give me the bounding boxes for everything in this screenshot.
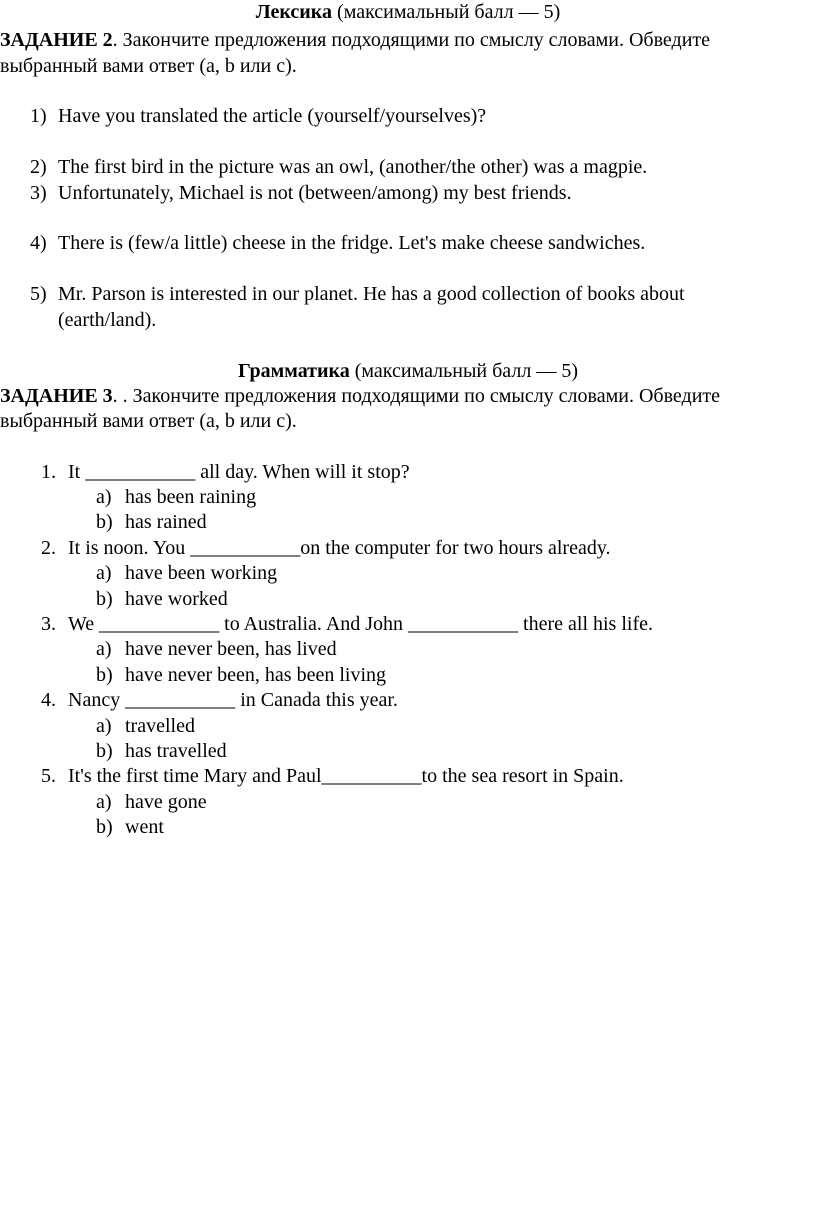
question-text: We ____________ to Australia. And John ___________ there all his life. (68, 613, 653, 635)
section-title-lexis (0, 0, 816, 24)
section-title-grammar (0, 359, 816, 383)
option-letter: a) (96, 562, 112, 584)
lexis-item: Unfortunately, Michael is not (between/among) my best friends. (58, 182, 572, 204)
lexis-item: Mr. Parson is interested in our planet. He has a good collection of books about (58, 283, 685, 305)
task-2-instruction-line-2: выбранный вами ответ (a, b или c). (0, 55, 297, 77)
section-title-rest: (максимальный балл — 5) (332, 1, 561, 23)
section-title-bold: Лексика (255, 1, 333, 23)
task-2-instruction (0, 28, 710, 52)
option-letter: a) (96, 638, 112, 660)
lexis-item: The first bird in the picture was an owl, (another/the other) was a magpie. (58, 156, 648, 178)
option-text: have been working (125, 562, 278, 584)
task-label: ЗАДАНИЕ 3 (0, 385, 113, 407)
lexis-item-continuation: (earth/land). (58, 309, 157, 331)
option-text: have never been, has been living (125, 664, 387, 686)
item-number: 5) (30, 283, 47, 305)
question-number: 4. (41, 689, 56, 711)
section-title-rest: (максимальный балл — 5) (349, 360, 578, 382)
instruction-text: . Закончите предложения подходящими по смыслу словами. Обведите (112, 29, 711, 51)
question-text: It is noon. You ___________on the computer for two hours already. (68, 537, 611, 559)
item-number: 4) (30, 232, 47, 254)
option-letter: b) (96, 740, 113, 762)
question-number: 1. (41, 461, 56, 483)
question-number: 5. (41, 765, 56, 787)
lexis-item: Have you translated the article (yourself/yourselves)? (58, 105, 487, 127)
option-text: has rained (125, 511, 207, 533)
task-3-instruction (0, 384, 720, 408)
option-text: have never been, has lived (125, 638, 337, 660)
option-letter: b) (96, 511, 113, 533)
option-text: have gone (125, 791, 207, 813)
option-letter: b) (96, 664, 113, 686)
option-text: went (125, 816, 164, 838)
lexis-item: There is (few/a little) cheese in the fridge. Let's make cheese sandwiches. (58, 232, 646, 254)
question-text: It ___________ all day. When will it stop? (68, 461, 410, 483)
question-text: Nancy ___________ in Canada this year. (68, 689, 398, 711)
item-number: 1) (30, 105, 47, 127)
option-letter: b) (96, 816, 113, 838)
option-letter: b) (96, 588, 113, 610)
task-label: ЗАДАНИЕ 2 (0, 29, 113, 51)
option-text: has been raining (125, 486, 257, 508)
section-title-bold: Грамматика (238, 360, 350, 382)
question-number: 3. (41, 613, 56, 635)
item-number: 2) (30, 156, 47, 178)
instruction-text: . . Закончите предложения подходящими по смыслу словами. Обведите (112, 385, 721, 407)
option-letter: a) (96, 715, 112, 737)
option-text: travelled (125, 715, 195, 737)
option-letter: a) (96, 486, 112, 508)
task-3-instruction-line-2: выбранный вами ответ (a, b или c). (0, 410, 297, 432)
question-text: It's the first time Mary and Paul__________to the sea resort in Spain. (68, 765, 624, 787)
question-number: 2. (41, 537, 56, 559)
option-letter: a) (96, 791, 112, 813)
option-text: have worked (125, 588, 228, 610)
item-number: 3) (30, 182, 47, 204)
option-text: has travelled (125, 740, 227, 762)
